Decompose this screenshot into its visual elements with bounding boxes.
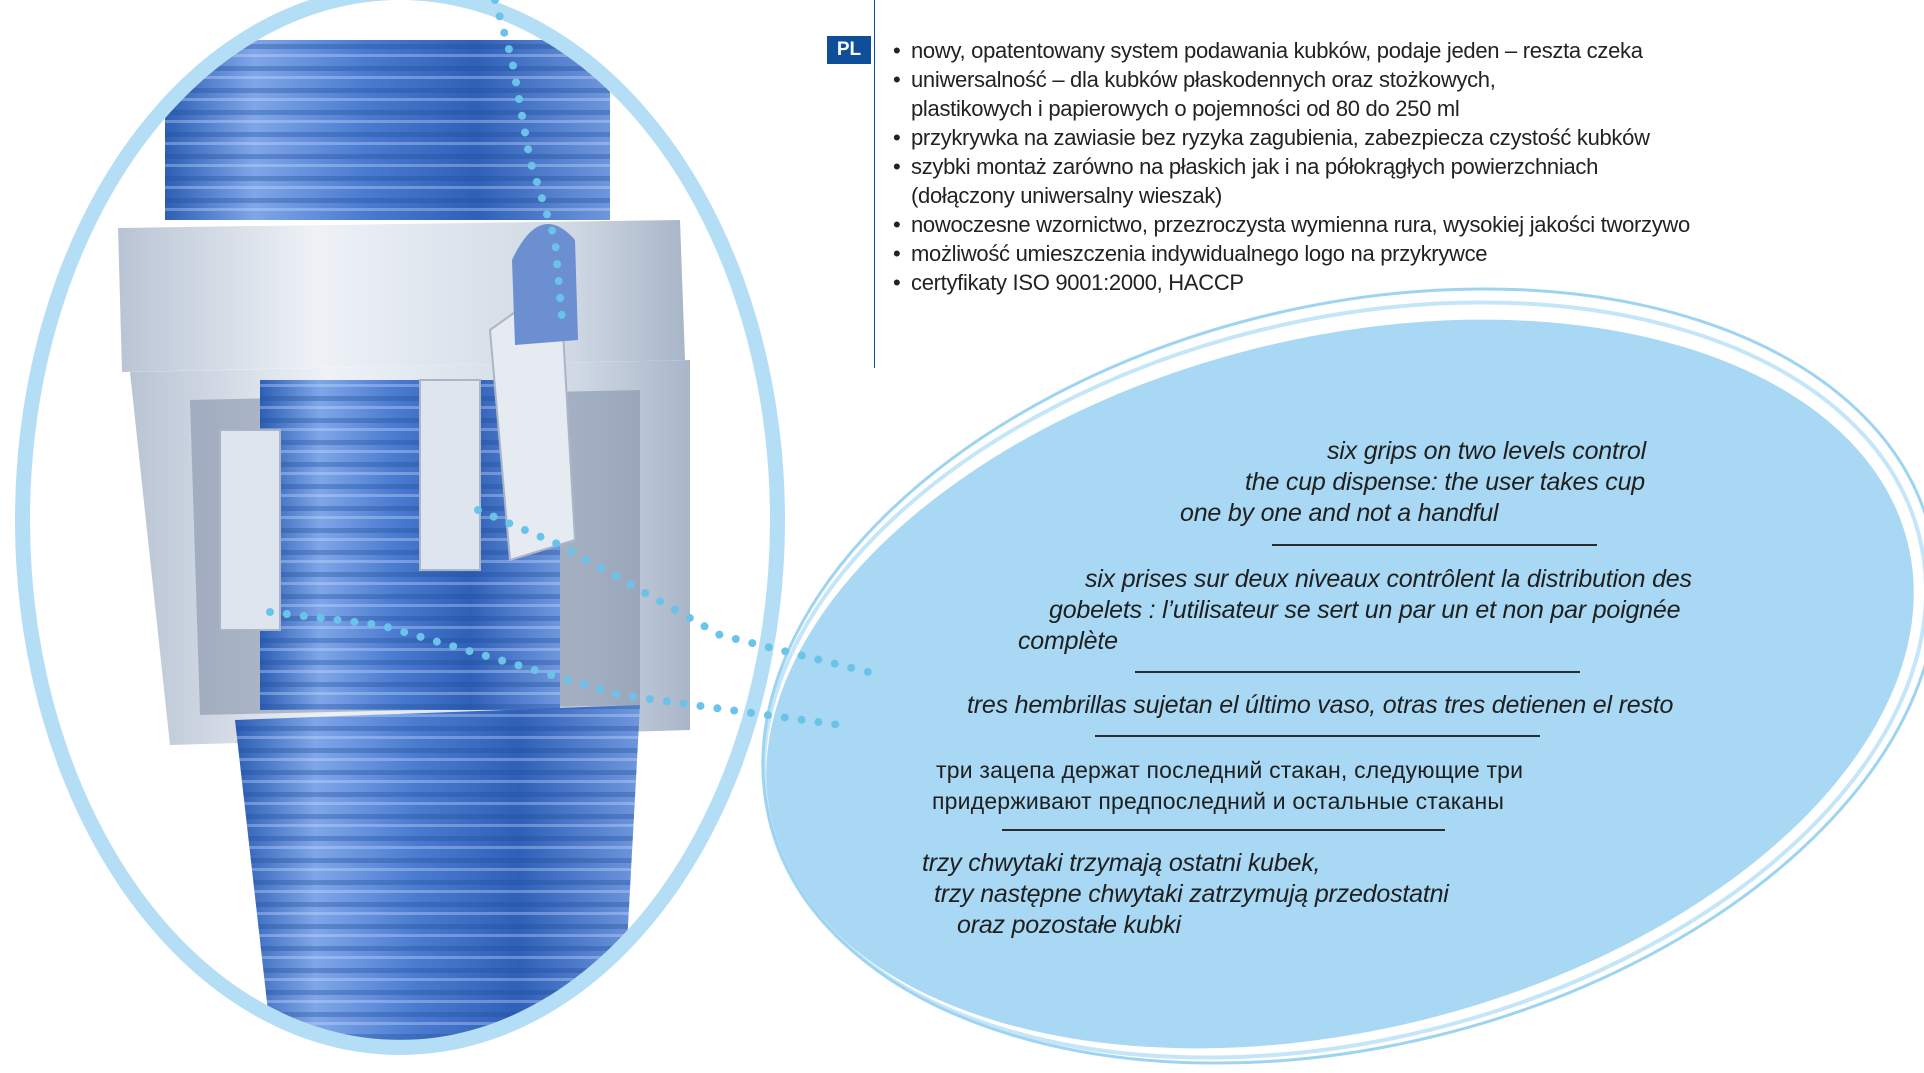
language-badge: PL <box>827 36 871 64</box>
feature-item <box>893 123 1690 152</box>
feature-text: • nowy, opatentowany system podawania kubków, podaje jeden – reszta czeka <box>911 38 1643 63</box>
feature-text: plastikowych i papierowych o pojemności od 80 do 250 ml <box>911 96 1460 121</box>
feature-text: • możliwość umieszczenia indywidualnego logo na przykrywce <box>911 241 1488 266</box>
callout-russian <box>932 755 1523 817</box>
vertical-divider <box>874 0 875 368</box>
callout-line: six prises sur deux niveaux contrôlent la distribution des <box>1085 565 1692 593</box>
callout-line: six grips on two levels control <box>1327 437 1646 465</box>
feature-text: • certyfikaty ISO 9001:2000, HACCP <box>911 270 1244 295</box>
callout-french <box>1018 564 1692 657</box>
callout-line: trzy chwytaki trzymają ostatni kubek, <box>922 849 1321 877</box>
callout-polish <box>922 848 1449 941</box>
callout-english <box>1180 436 1646 529</box>
callout-line: три зацепа держат последний стакан, следующие три <box>936 757 1524 783</box>
feature-item <box>893 152 1690 210</box>
callout-line: oraz pozostałe kubki <box>957 911 1181 939</box>
callout-line: gobelets : l’utilisateur se sert un par un et non par poignée <box>1049 596 1681 624</box>
feature-item <box>893 210 1690 239</box>
feature-item <box>893 268 1690 297</box>
callout-spanish <box>967 690 1673 721</box>
callout-line: one by one and not a handful <box>1180 499 1499 527</box>
separator-line <box>1095 735 1540 737</box>
callout-line: trzy następne chwytaki zatrzymują przedostatni <box>934 880 1449 908</box>
feature-list <box>893 36 1690 297</box>
separator-line <box>1002 829 1445 831</box>
feature-text: • nowoczesne wzornictwo, przezroczysta wymienna rura, wysokiej jakości tworzywo <box>911 212 1690 237</box>
separator-line <box>1135 671 1580 673</box>
feature-text: • uniwersalność – dla kubków płaskodennych oraz stożkowych, <box>911 67 1496 92</box>
feature-item <box>893 65 1690 123</box>
feature-text: • przykrywka na zawiasie bez ryzyka zagubienia, zabezpiecza czystość kubków <box>911 125 1650 150</box>
separator-line <box>1272 544 1597 546</box>
feature-text: (dołączony uniwersalny wieszak) <box>911 183 1223 208</box>
callout-line: придерживают предпоследний и остальные стаканы <box>932 788 1505 814</box>
feature-item <box>893 239 1690 268</box>
callout-line: the cup dispense: the user takes cup <box>1245 468 1646 496</box>
callout-line: tres hembrillas sujetan el último vaso, otras tres detienen el resto <box>967 691 1674 719</box>
callout-line: complète <box>1018 627 1118 655</box>
feature-text: • szybki montaż zarówno na płaskich jak i na półokrągłych powierzchniach <box>911 154 1599 179</box>
feature-item <box>893 36 1690 65</box>
